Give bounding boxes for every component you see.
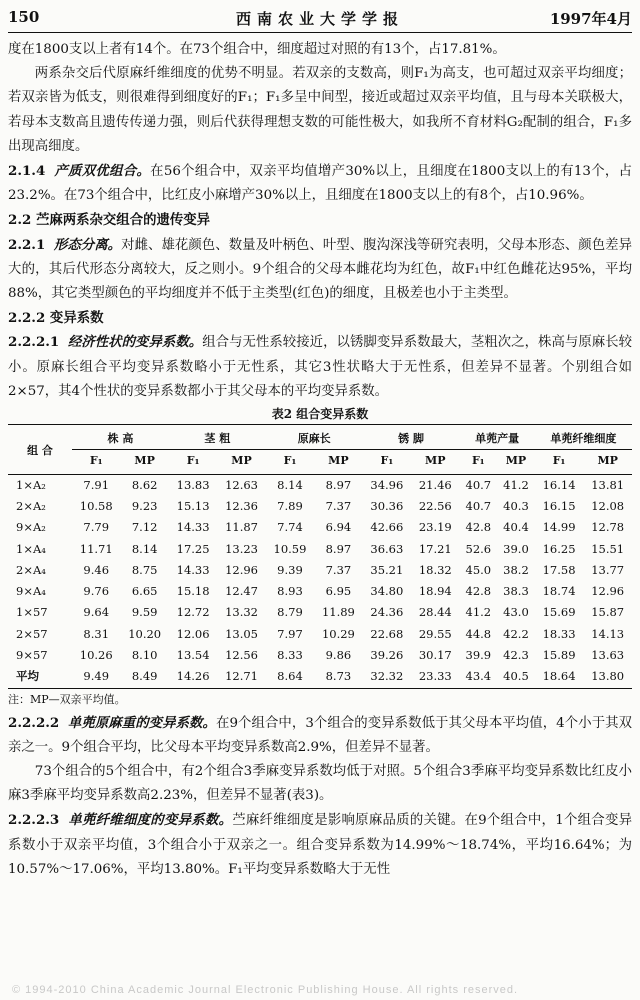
paragraph: 度在1800支以上者有14个。在73个组合中，细度超过对照的有13个，占17.81%。	[8, 42, 506, 57]
table-cell: 7.12	[131, 520, 158, 535]
column-group-header: 单蔸纤维细度	[535, 425, 632, 450]
table-row	[8, 517, 632, 538]
table-cell: 29.55	[418, 626, 452, 641]
f1-column-header: F₁	[363, 450, 411, 474]
mp-column-header: MP	[217, 450, 265, 474]
table-cell: 8.75	[131, 562, 158, 577]
table-row	[8, 645, 632, 666]
average-row	[8, 666, 632, 688]
table-row	[8, 560, 632, 581]
table-row	[8, 581, 632, 602]
table-cell: 7.79	[83, 520, 110, 535]
table-row	[8, 602, 632, 623]
table-cell: 16.25	[542, 541, 576, 556]
paragraph: 两系杂交后代原麻纤维细度的优势不明显。若双亲的支数高，则F₁为高支，也可超过双亲平均细度；若双亲皆为低支，则很难得到细度好的F₁；F₁多呈中间型，接近或超过双亲平均值，且与母本关联极大，若母本支数高且遗传传递力强，则后代获得理想支数的可能性极大，如我所不育材料G₂配制的组合，F₁多出现高细度。	[8, 66, 632, 154]
table-cell: 15.18	[176, 584, 210, 599]
section-2-2-2-1	[8, 330, 632, 404]
mp-column-header: MP	[411, 450, 459, 474]
table-cell: 9.76	[83, 584, 110, 599]
table-cell: 17.21	[418, 541, 452, 556]
table-cell: 40.7	[465, 498, 492, 513]
table-cell: 7.89	[277, 498, 303, 513]
mp-column-header: MP	[120, 450, 168, 474]
table-cell: 30.36	[370, 498, 404, 513]
table-cell: 42.8	[465, 584, 492, 599]
combination-label: 9×A₄	[16, 584, 46, 599]
combination-label: 2×A₂	[16, 498, 46, 513]
table-cell: 6.95	[325, 584, 352, 599]
table-cell: 8.62	[131, 477, 158, 492]
table-cell: 35.21	[370, 562, 404, 577]
table-cell: 6.65	[131, 584, 158, 599]
table-cell: 13.23	[225, 541, 258, 556]
table-cell: 9.49	[83, 669, 110, 684]
table-cell: 18.74	[542, 584, 576, 599]
section-number: 2.1.4	[8, 163, 46, 180]
table-cell: 40.3	[503, 498, 529, 513]
table-cell: 44.8	[465, 626, 492, 641]
table-cell: 7.74	[277, 520, 303, 535]
section-number: 2.2.2.2	[8, 714, 60, 731]
section-2-2-2-3	[8, 808, 632, 882]
table-cell: 8.33	[277, 648, 303, 663]
table-cell: 14.33	[176, 520, 210, 535]
table-cell: 16.15	[542, 498, 576, 513]
table-cell: 12.08	[591, 498, 625, 513]
table-cell: 8.10	[131, 648, 158, 663]
table-cell: 12.78	[591, 520, 625, 535]
table-row	[8, 496, 632, 517]
table-cell: 16.14	[542, 477, 576, 492]
table-cell: 34.96	[370, 477, 404, 492]
table-cell: 13.54	[176, 648, 210, 663]
table-cell: 13.81	[591, 477, 625, 492]
copyright-watermark: © 1994-2010 China Academic Journal Electronic Publishing House. All rights reserved.	[12, 984, 519, 996]
section-number: 2.2.1	[8, 236, 46, 253]
table-cell: 41.2	[465, 605, 492, 620]
table-cell: 7.37	[325, 562, 352, 577]
table-body	[8, 474, 632, 688]
mp-column-header: MP	[497, 450, 535, 474]
column-group-header: 锈 脚	[363, 425, 460, 450]
table-cell: 13.83	[176, 477, 210, 492]
table-cell: 42.2	[503, 626, 529, 641]
table-cell: 22.68	[370, 626, 404, 641]
section-text: 在56个组合中，双亲平均值增产30%以上，且细度在1800支以上的有13个，占23.2%。在73个组合中，比红皮小麻增产30%以上，且细度在1800支以上的有8个，占10.96%。	[8, 164, 632, 204]
table-cell: 11.89	[321, 605, 355, 620]
table-cell: 12.71	[225, 669, 258, 684]
table-cell: 23.19	[418, 520, 452, 535]
table-cell: 8.14	[277, 477, 303, 492]
table-cell: 52.6	[465, 541, 492, 556]
average-label: 平均	[16, 669, 39, 684]
table-cell: 23.33	[418, 669, 452, 684]
paragraph: 73个组合的5个组合中，有2个组合3季麻变异系数均低于对照。5个组合3季麻平均变异系数比红皮小麻3季麻平均变异系数高2.23%，但差异不显著(表3)。	[8, 764, 632, 804]
article-body	[8, 38, 632, 882]
table-cell: 14.13	[591, 626, 625, 641]
table-cell: 42.8	[465, 520, 492, 535]
table-cell: 41.2	[503, 477, 529, 492]
table-cell: 38.2	[503, 562, 529, 577]
table-cell: 9.46	[83, 562, 110, 577]
table-cell: 18.64	[542, 669, 576, 684]
section-title: 单蔸纤维细度的变异系数。	[68, 812, 233, 829]
table-cell: 28.44	[418, 605, 452, 620]
issue-date: 1997年4月	[549, 10, 632, 28]
mp-column-header: MP	[314, 450, 362, 474]
table-cell: 8.49	[131, 669, 158, 684]
table-cell: 10.20	[128, 626, 162, 641]
table-cell: 34.80	[370, 584, 404, 599]
section-2-2-1	[8, 233, 632, 307]
header-rule	[8, 32, 632, 33]
section-title: 经济性状的变异系数。	[67, 334, 203, 351]
table-cell: 40.5	[503, 669, 529, 684]
f1-column-header: F₁	[460, 450, 498, 474]
table-cell: 12.63	[225, 477, 258, 492]
table-cell: 9.86	[325, 648, 352, 663]
section-heading-2-2-2: 2.2.2 变异系数	[8, 310, 104, 327]
table-cell: 10.29	[321, 626, 355, 641]
table-cell: 14.99	[542, 520, 576, 535]
table-cell: 13.77	[591, 562, 625, 577]
table-cell: 15.89	[542, 648, 576, 663]
combination-label: 1×A₂	[16, 477, 46, 492]
table-cell: 40.4	[503, 520, 529, 535]
table-cell: 38.3	[503, 584, 529, 599]
section-2-2-2-2	[8, 711, 632, 760]
table-cell: 12.96	[225, 562, 258, 577]
column-group-header: 原麻长	[266, 425, 363, 450]
section-title: 形态分离。	[53, 236, 122, 253]
section-number: 2.2.2.3	[8, 812, 60, 829]
mp-column-header: MP	[583, 450, 632, 474]
table-cell: 36.63	[370, 541, 404, 556]
table-cell: 43.0	[503, 605, 529, 620]
table-cell: 8.93	[277, 584, 303, 599]
table-cell: 17.25	[176, 541, 210, 556]
section-text: 对雌、雄花颜色、数量及叶柄色、叶型、腹沟深浅等研究表明，父母本形态、颜色差异大的，其后代形态分离较大，反之则小。9个组合的父母本雌花均为红色，故F₁中红色雌花达95%，平均88%，其它类型颜色的平均细度并不低于主类型(红色)的细度，且极差也小于主类型。	[8, 237, 633, 302]
table-cell: 9.59	[131, 605, 158, 620]
table-cell: 30.17	[418, 648, 452, 663]
section-text: 组合与无性系较接近，以锈脚变异系数最大，茎粗次之，株高与原麻长较小。原麻长组合平均变异系数略小于无性系，其它3性状略大于无性系，但差异不显著。个别组合如2×57，其4个性状的变异系数都小于其父母本的平均变异系数。	[8, 335, 633, 399]
table-cell: 10.59	[273, 541, 307, 556]
table-cell: 39.9	[465, 648, 492, 663]
table-cell: 8.73	[325, 669, 352, 684]
table-cell: 9.64	[83, 605, 110, 620]
section-2-1-4	[8, 159, 632, 208]
table-cell: 43.4	[465, 669, 492, 684]
combination-label: 1×A₄	[16, 541, 46, 556]
table-cell: 17.58	[542, 562, 576, 577]
table-cell: 9.23	[131, 498, 158, 513]
section-text: 苎麻纤维细度是影响原麻品质的关键。在9个组合中，1个组合变异系数小于双亲平均值，3个组合小于双亲之一。组合变异系数为14.99%～18.74%，平均16.64%；为10.57%～17.06%，平均13.80%。F₁平均变异系数略大于无性	[8, 813, 633, 877]
table-cell: 12.56	[225, 648, 258, 663]
table-cell: 14.26	[176, 669, 210, 684]
section-number: 2.2.2.1	[8, 334, 60, 351]
table-cell: 45.0	[465, 562, 492, 577]
table-caption: 表2 组合变异系数	[271, 407, 369, 422]
table-cell: 12.06	[176, 626, 210, 641]
table-row	[8, 474, 632, 496]
f1-column-header: F₁	[72, 450, 120, 474]
combination-label: 1×57	[16, 605, 48, 620]
table-row	[8, 624, 632, 645]
page-header	[8, 6, 632, 30]
table-cell: 12.47	[225, 584, 258, 599]
table-note: 注：MP—双亲平均值。	[8, 692, 126, 706]
table-row	[8, 539, 632, 560]
table-cell: 12.96	[591, 584, 625, 599]
f1-column-header: F₁	[169, 450, 217, 474]
column-group-header: 单蔸产量	[460, 425, 535, 450]
table-cell: 15.13	[176, 498, 210, 513]
table-cell: 7.97	[277, 626, 303, 641]
section-text: 在9个组合中，3个组合的变异系数低于其父母本平均值，4个小于其双亲之一。9个组合平均，比父母本平均变异系数高2.9%，但差异不显著。	[8, 715, 633, 755]
table-cell: 18.32	[418, 562, 452, 577]
column-group-header: 茎 粗	[169, 425, 266, 450]
table-cell: 42.66	[370, 520, 404, 535]
table-cell: 10.26	[79, 648, 113, 663]
table-cell: 9.39	[277, 562, 303, 577]
table-cell: 13.32	[225, 605, 258, 620]
journal-name: 西南农业大学学报	[235, 10, 404, 28]
subheader-row	[8, 450, 632, 474]
table-cell: 15.69	[542, 605, 576, 620]
table-cell: 42.3	[503, 648, 529, 663]
table-cell: 40.7	[465, 477, 492, 492]
table-cell: 13.63	[591, 648, 625, 663]
section-heading-2-2: 2.2 苎麻两系杂交组合的遗传变异	[8, 212, 211, 229]
table-cell: 8.64	[277, 669, 303, 684]
page-number: 150	[8, 8, 40, 26]
table-cell: 13.05	[225, 626, 258, 641]
table-cell: 10.58	[79, 498, 113, 513]
table-cell: 15.87	[591, 605, 625, 620]
f1-column-header: F₁	[266, 450, 314, 474]
table-cell: 39.26	[370, 648, 404, 663]
table-cell: 13.80	[591, 669, 625, 684]
table-cell: 8.14	[131, 541, 158, 556]
table-cell: 32.32	[370, 669, 404, 684]
table-cell: 12.72	[176, 605, 210, 620]
table-cell: 8.97	[325, 541, 352, 556]
table-cell: 21.46	[418, 477, 452, 492]
table-cell: 8.31	[83, 626, 110, 641]
variation-coefficient-table	[8, 424, 632, 689]
section-title: 单蔸原麻重的变异系数。	[67, 714, 216, 731]
table-cell: 15.51	[591, 541, 625, 556]
table-cell: 8.97	[325, 477, 352, 492]
combination-label: 2×A₄	[16, 562, 46, 577]
table-cell: 24.36	[370, 605, 404, 620]
table-cell: 6.94	[325, 520, 352, 535]
table-cell: 22.56	[418, 498, 452, 513]
table-row-header: 组 合	[8, 425, 72, 475]
f1-column-header: F₁	[535, 450, 584, 474]
section-title: 产质双优组合。	[54, 163, 151, 180]
table-cell: 7.91	[83, 477, 110, 492]
table-cell: 11.87	[225, 520, 258, 535]
table-cell: 18.94	[418, 584, 452, 599]
table-cell: 12.36	[225, 498, 258, 513]
column-group-header: 株 高	[72, 425, 169, 450]
combination-label: 2×57	[16, 626, 48, 641]
combination-label: 9×57	[16, 648, 48, 663]
table-cell: 11.71	[79, 541, 113, 556]
combination-label: 9×A₂	[16, 520, 46, 535]
table-cell: 39.0	[503, 541, 529, 556]
table-cell: 7.37	[325, 498, 352, 513]
table-cell: 8.79	[277, 605, 303, 620]
table-cell: 14.33	[176, 562, 210, 577]
table-cell: 18.33	[542, 626, 576, 641]
